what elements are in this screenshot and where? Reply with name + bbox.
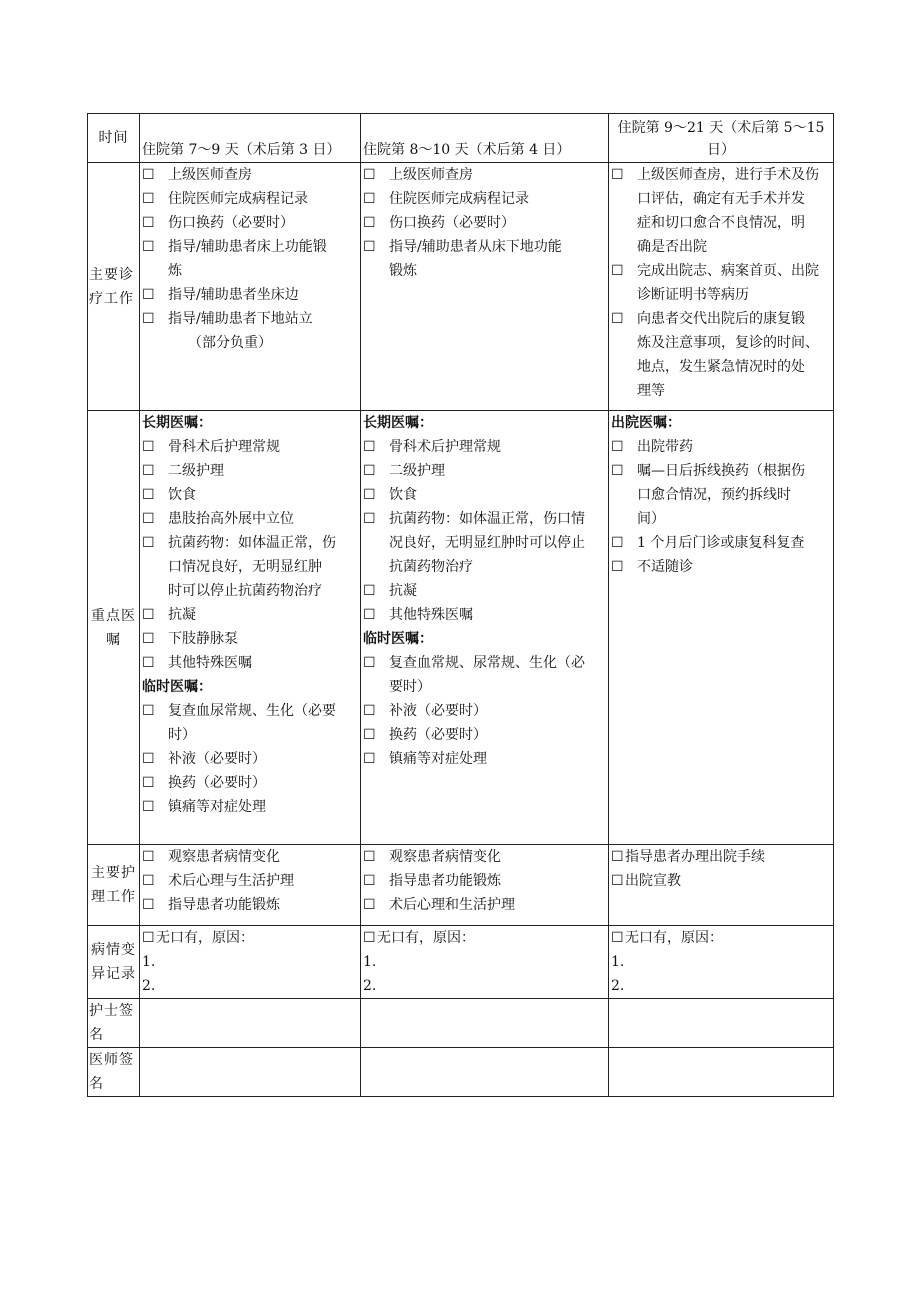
doctor-signature-field[interactable]: [361, 1048, 609, 1097]
temporary-orders-title: 临时医嘱：: [363, 631, 433, 647]
list-item[interactable]: ☐ 观察患者病情变化: [363, 845, 606, 869]
list-item[interactable]: ☐ 骨科术后护理常规: [142, 435, 358, 459]
discharge-orders-title: 出院医嘱：: [611, 415, 681, 431]
nurse-signature-row: [88, 999, 834, 1048]
checkbox-icon[interactable]: ☐: [363, 511, 376, 527]
nursing-col-2: [361, 845, 609, 926]
checkbox-icon[interactable]: ☐: [363, 849, 376, 865]
list-item[interactable]: ☐ 二级护理: [363, 459, 606, 483]
variance-item-1: 1.: [142, 954, 156, 970]
main-treatment-label: 主要诊疗工作: [88, 163, 140, 411]
continued-text: 时）: [168, 727, 196, 743]
list-item[interactable]: ☐ 出院宣教: [611, 869, 831, 893]
list-item[interactable]: ☐ 镇痛等对症处理: [363, 747, 606, 771]
checkbox-icon[interactable]: ☐: [363, 873, 376, 889]
list-item[interactable]: ☐ 抗凝: [142, 603, 358, 627]
list-item[interactable]: ☐ 术后心理和生活护理: [363, 893, 606, 917]
list-item[interactable]: ☐ 镇痛等对症处理: [142, 795, 358, 819]
checkbox-icon[interactable]: ☐: [363, 439, 376, 455]
day-header-1: 住院第 7～9 天（术后第 3 日）: [140, 114, 361, 163]
list-item[interactable]: ☐ 嘱—日后拆线换药（根据伤: [611, 459, 831, 483]
orders-col-3: [609, 411, 834, 845]
list-item[interactable]: ☐ 不适随诊: [611, 555, 831, 579]
list-item[interactable]: ☐ 伤口换药（必要时）: [142, 211, 358, 235]
nurse-signature-field[interactable]: [361, 999, 609, 1048]
variance-item-2: 2.: [363, 978, 377, 994]
temporary-orders-title: 临时医嘱：: [142, 679, 212, 695]
checkbox-icon[interactable]: ☐: [142, 535, 155, 551]
checkbox-icon[interactable]: ☐: [142, 487, 155, 503]
long-term-orders-title: 长期医嘱：: [363, 415, 433, 431]
checkbox-icon[interactable]: ☐: [611, 873, 624, 889]
continued-text: 症和切口愈合不良情况，明: [637, 215, 805, 231]
time-header: 时间: [88, 114, 140, 163]
checkbox-icon[interactable]: ☐: [142, 703, 155, 719]
list-item[interactable]: ☐ 上级医师查房，进行手术及伤: [611, 163, 831, 187]
list-item[interactable]: ☐ 骨科术后护理常规: [363, 435, 606, 459]
checkbox-icon[interactable]: ☐: [142, 167, 155, 183]
continued-text: 口愈合情况，预约拆线时: [637, 487, 791, 503]
list-item[interactable]: ☐ 术后心理与生活护理: [142, 869, 358, 893]
list-item[interactable]: ☐ 上级医师查房: [142, 163, 358, 187]
checkbox-icon[interactable]: ☐: [611, 439, 624, 455]
checkbox-icon[interactable]: ☐: [142, 511, 155, 527]
continued-text: 炼及注意事项，复诊的时间、: [637, 335, 819, 351]
checkbox-icon[interactable]: ☐: [611, 535, 624, 551]
nursing-col-1: [140, 845, 361, 926]
checkbox-icon[interactable]: ☐: [611, 930, 624, 946]
list-item[interactable]: ☐ 指导患者办理出院手续: [611, 845, 831, 869]
key-orders-label: 重点医嘱: [88, 411, 140, 845]
checkbox-icon[interactable]: ☐: [142, 631, 155, 647]
checkbox-icon[interactable]: ☐: [363, 930, 376, 946]
checkbox-icon[interactable]: ☐: [142, 655, 155, 671]
list-item[interactable]: ☐ 患肢抬高外展中立位: [142, 507, 358, 531]
doctor-signature-field[interactable]: [609, 1048, 834, 1097]
checkbox-icon[interactable]: ☐: [142, 775, 155, 791]
main-treatment-row: [88, 163, 834, 411]
checkbox-icon[interactable]: ☐: [611, 559, 624, 575]
checkbox-icon[interactable]: ☐: [142, 239, 155, 255]
list-item[interactable]: ☐ 伤口换药（必要时）: [363, 211, 606, 235]
checkbox-icon[interactable]: ☐: [363, 463, 376, 479]
list-item[interactable]: ☐ 复查血常规、尿常规、生化（必: [363, 651, 606, 675]
list-item[interactable]: ☐ 上级医师查房: [363, 163, 606, 187]
continued-text: 要时）: [389, 679, 431, 695]
checkbox-icon[interactable]: ☐: [611, 167, 624, 183]
checkbox-icon[interactable]: ☐: [363, 487, 376, 503]
nurse-signature-field[interactable]: [140, 999, 361, 1048]
checkbox-icon[interactable]: ☐: [142, 930, 155, 946]
variance-col-1[interactable]: [140, 926, 361, 999]
list-item[interactable]: ☐ 1 个月后门诊或康复科复查: [611, 531, 831, 555]
checkbox-icon[interactable]: ☐: [611, 849, 624, 865]
continued-text: 地点，发生紧急情况时的处: [637, 359, 805, 375]
doctor-signature-row: [88, 1048, 834, 1097]
variance-item-2: 2.: [611, 978, 625, 994]
checkbox-icon[interactable]: ☐: [611, 463, 624, 479]
list-item[interactable]: ☐ 指导/辅助患者下地站立: [142, 307, 358, 331]
checkbox-icon[interactable]: ☐: [142, 751, 155, 767]
checkbox-icon[interactable]: ☐: [142, 215, 155, 231]
list-item[interactable]: ☐ 换药（必要时）: [363, 723, 606, 747]
checkbox-icon[interactable]: ☐: [142, 191, 155, 207]
list-item[interactable]: ☐ 抗凝: [363, 579, 606, 603]
checkbox-icon[interactable]: ☐: [142, 849, 155, 865]
list-item[interactable]: ☐ 饮食: [363, 483, 606, 507]
checkbox-icon[interactable]: ☐: [363, 167, 376, 183]
continued-text: 理等: [637, 383, 665, 399]
list-item[interactable]: ☐ 指导/辅助患者坐床边: [142, 283, 358, 307]
list-item[interactable]: ☐ 住院医师完成病程记录: [363, 187, 606, 211]
doctor-signature-field[interactable]: [140, 1048, 361, 1097]
variance-check[interactable]: ☐ 无口有，原因：: [142, 926, 358, 950]
orders-col-1: [140, 411, 361, 845]
variance-item-1: 1.: [363, 954, 377, 970]
variance-col-2[interactable]: [361, 926, 609, 999]
variance-col-3[interactable]: [609, 926, 834, 999]
day-header-3: 住院第 9～21 天（术后第 5～15 日）: [609, 114, 834, 163]
checkbox-icon[interactable]: ☐: [363, 897, 376, 913]
continued-text: 锻炼: [389, 263, 417, 279]
list-item[interactable]: ☐ 换药（必要时）: [142, 771, 358, 795]
list-item[interactable]: ☐ 完成出院志、病案首页、出院: [611, 259, 831, 283]
clinical-pathway-table: [87, 113, 834, 1097]
continued-text: 时可以停止抗菌药物治疗: [168, 583, 322, 599]
long-term-orders-title: 长期医嘱：: [142, 415, 212, 431]
checkbox-icon[interactable]: ☐: [363, 239, 376, 255]
continued-text: （部分负重）: [188, 335, 272, 351]
continued-text: 炼: [168, 263, 182, 279]
treatment-col-1: [140, 163, 361, 411]
list-item[interactable]: ☐ 抗菌药物：如体温正常，伤口情: [363, 507, 606, 531]
nursing-col-3: [609, 845, 834, 926]
list-item[interactable]: ☐ 补液（必要时）: [363, 699, 606, 723]
nurse-signature-label: 护士签名: [88, 999, 140, 1048]
checkbox-icon[interactable]: ☐: [363, 655, 376, 671]
variance-label: 病情变异记录: [88, 926, 140, 999]
list-item[interactable]: ☐ 二级护理: [142, 459, 358, 483]
list-item[interactable]: ☐ 其他特殊医嘱: [363, 603, 606, 627]
checkbox-icon[interactable]: ☐: [363, 583, 376, 599]
checkbox-icon[interactable]: ☐: [363, 751, 376, 767]
variance-row: [88, 926, 834, 999]
nursing-work-label: 主要护理工作: [88, 845, 140, 926]
doctor-signature-label: 医师签名: [88, 1048, 140, 1097]
variance-check[interactable]: ☐ 无口有，原因：: [611, 926, 831, 950]
list-item[interactable]: ☐ 出院带药: [611, 435, 831, 459]
continued-text: 口评估，确定有无手术并发: [637, 191, 805, 207]
checkbox-icon[interactable]: ☐: [363, 727, 376, 743]
checkbox-icon[interactable]: ☐: [611, 263, 624, 279]
checkbox-icon[interactable]: ☐: [142, 873, 155, 889]
checkbox-icon[interactable]: ☐: [363, 703, 376, 719]
continued-text: 口情况良好，无明显红肿: [168, 559, 322, 575]
nurse-signature-field[interactable]: [609, 999, 834, 1048]
continued-text: 间）: [637, 511, 665, 527]
orders-col-2: [361, 411, 609, 845]
continued-text: 抗菌药物治疗: [389, 559, 473, 575]
key-orders-row: [88, 411, 834, 845]
variance-check[interactable]: ☐ 无口有，原因：: [363, 926, 606, 950]
checkbox-icon[interactable]: ☐: [363, 191, 376, 207]
list-item[interactable]: ☐ 补液（必要时）: [142, 747, 358, 771]
variance-item-2: 2.: [142, 978, 156, 994]
day-header-2: 住院第 8～10 天（术后第 4 日）: [361, 114, 609, 163]
checkbox-icon[interactable]: ☐: [142, 799, 155, 815]
list-item[interactable]: ☐ 住院医师完成病程记录: [142, 187, 358, 211]
checkbox-icon[interactable]: ☐: [611, 311, 624, 327]
checkbox-icon[interactable]: ☐: [142, 287, 155, 303]
list-item[interactable]: ☐ 下肢静脉泵: [142, 627, 358, 651]
list-item[interactable]: ☐ 指导患者功能锻炼: [363, 869, 606, 893]
list-item[interactable]: ☐ 向患者交代出院后的康复锻: [611, 307, 831, 331]
checkbox-icon[interactable]: ☐: [363, 607, 376, 623]
checkbox-icon[interactable]: ☐: [142, 311, 155, 327]
list-item[interactable]: ☐ 指导患者功能锻炼: [142, 893, 358, 917]
continued-text: 诊断证明书等病历: [637, 287, 749, 303]
checkbox-icon[interactable]: ☐: [142, 439, 155, 455]
checkbox-icon[interactable]: ☐: [142, 607, 155, 623]
continued-text: 确是否出院: [637, 239, 707, 255]
list-item[interactable]: ☐ 指导/辅助患者从床下地功能: [363, 235, 606, 259]
variance-item-1: 1.: [611, 954, 625, 970]
list-item[interactable]: ☐ 指导/辅助患者床上功能锻: [142, 235, 358, 259]
checkbox-icon[interactable]: ☐: [142, 897, 155, 913]
list-item[interactable]: ☐ 抗菌药物：如体温正常，伤: [142, 531, 358, 555]
checkbox-icon[interactable]: ☐: [142, 463, 155, 479]
checkbox-icon[interactable]: ☐: [363, 215, 376, 231]
header-row: [88, 114, 834, 163]
list-item[interactable]: ☐ 复查血尿常规、生化（必要: [142, 699, 358, 723]
list-item[interactable]: ☐ 其他特殊医嘱: [142, 651, 358, 675]
nursing-work-row: [88, 845, 834, 926]
list-item[interactable]: ☐ 饮食: [142, 483, 358, 507]
list-item[interactable]: ☐ 观察患者病情变化: [142, 845, 358, 869]
treatment-col-3: [609, 163, 834, 411]
continued-text: 况良好，无明显红肿时可以停止: [389, 535, 585, 551]
treatment-col-2: [361, 163, 609, 411]
